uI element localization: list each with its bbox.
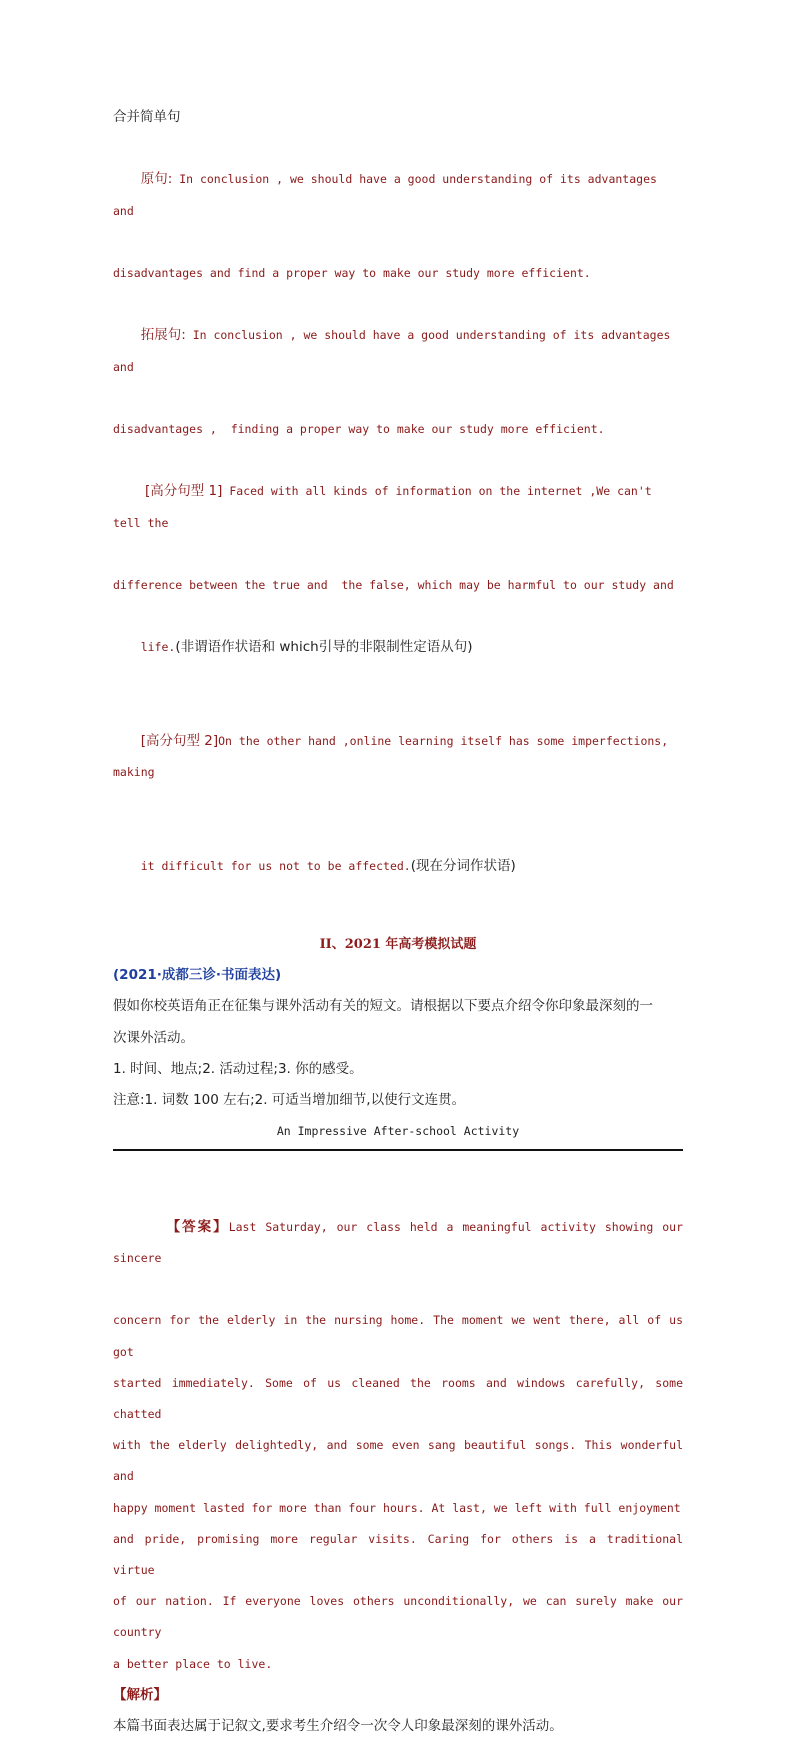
analysis-label: 【解析】 bbox=[113, 1686, 167, 1703]
task-line-3: 1. 时间、地点;2. 活动过程;3. 你的感受。 bbox=[113, 1060, 363, 1077]
high-score-pattern-1-text-1: Faced with all kinds of information on the internet ,We can't tell the bbox=[113, 484, 659, 530]
expanded-sentence-label: 拓展句: bbox=[140, 327, 186, 344]
answer-line-4: with the elderly delightedly, and some even sang beautiful songs. This wonderful and bbox=[113, 1438, 690, 1484]
high-score-pattern-1-line-3 bbox=[113, 601, 683, 695]
answer-line-8: a better place to live. bbox=[113, 1656, 273, 1671]
original-sentence-label: 原句: bbox=[140, 171, 173, 188]
high-score-pattern-2-note: (现在分词作状语) bbox=[410, 857, 516, 874]
expanded-sentence-line-1 bbox=[113, 289, 683, 414]
high-score-pattern-1-line-1 bbox=[113, 445, 683, 570]
essay-title: An Impressive After-school Activity bbox=[276, 1124, 520, 1139]
task-line-4: 注意:1. 词数 100 左右;2. 可适当增加细节,以使行文连贯。 bbox=[113, 1092, 466, 1109]
analysis-text: 本篇书面表达属于记叙文,要求考生介绍令一次令人印象最深刻的课外活动。 bbox=[113, 1717, 563, 1734]
expanded-sentence-text-1: In conclusion , we should have a good understanding of its advantages and bbox=[113, 328, 678, 374]
essay-title-rule bbox=[113, 1149, 683, 1151]
document-page bbox=[113, 102, 690, 1742]
merge-sentence-label: 合并简单句 bbox=[113, 109, 181, 125]
expanded-sentence-line-2: disadvantages , finding a proper way to make our study more efficient. bbox=[113, 422, 605, 437]
answer-line-1-text: Last Saturday, our class held a meaningful activity showing our sincere bbox=[113, 1219, 690, 1265]
section-title: II、2021 年高考模拟试题 bbox=[319, 937, 477, 953]
original-sentence-line-1 bbox=[113, 133, 683, 258]
answer-line-6: and pride, promising more regular visits. Caring for others is a traditional virtue bbox=[113, 1531, 690, 1577]
high-score-pattern-2-label: [高分句型 2] bbox=[140, 733, 219, 750]
answer-line-3: started immediately. Some of us cleaned the rooms and windows carefully, some chatted bbox=[113, 1375, 690, 1421]
high-score-pattern-1-label: [高分句型 1] bbox=[140, 483, 223, 500]
high-score-pattern-2-line-1 bbox=[113, 695, 683, 820]
high-score-pattern-2-text-2: it difficult for us not to be affected. bbox=[140, 858, 411, 873]
high-score-pattern-2-text-1: On the other hand ,online learning itself has some imperfections, making bbox=[113, 734, 676, 780]
answer-label: 【答案】 bbox=[166, 1218, 229, 1235]
high-score-pattern-1-note: (非谓语作状语和 which引导的非限制性定语从句) bbox=[175, 639, 473, 656]
answer-block bbox=[113, 1181, 690, 1680]
original-sentence-text-1: In conclusion , we should have a good understanding of its advantages and bbox=[113, 172, 664, 218]
task-line-1: 假如你校英语角正在征集与课外活动有关的短文。请根据以下要点介绍令你印象最深刻的一 bbox=[113, 998, 653, 1015]
high-score-pattern-1-text-3: life. bbox=[140, 640, 176, 655]
answer-line-7: of our nation. If everyone loves others unconditionally, we can surely make our country bbox=[113, 1594, 690, 1640]
answer-line-2: concern for the elderly in the nursing home. The moment we went there, all of us got bbox=[113, 1313, 690, 1359]
high-score-pattern-1-line-2: difference between the true and the false, which may be harmful to our study and bbox=[113, 578, 674, 593]
original-sentence-line-2: disadvantages and find a proper way to make our study more efficient. bbox=[113, 266, 591, 281]
task-line-2: 次课外活动。 bbox=[113, 1029, 194, 1046]
answer-line-1 bbox=[113, 1181, 690, 1306]
answer-line-5: happy moment lasted for more than four hours. At last, we left with full enjoyment bbox=[113, 1500, 681, 1515]
question-source: (2021·成都三诊·书面表达) bbox=[113, 967, 282, 984]
high-score-pattern-2-line-2 bbox=[113, 820, 683, 914]
